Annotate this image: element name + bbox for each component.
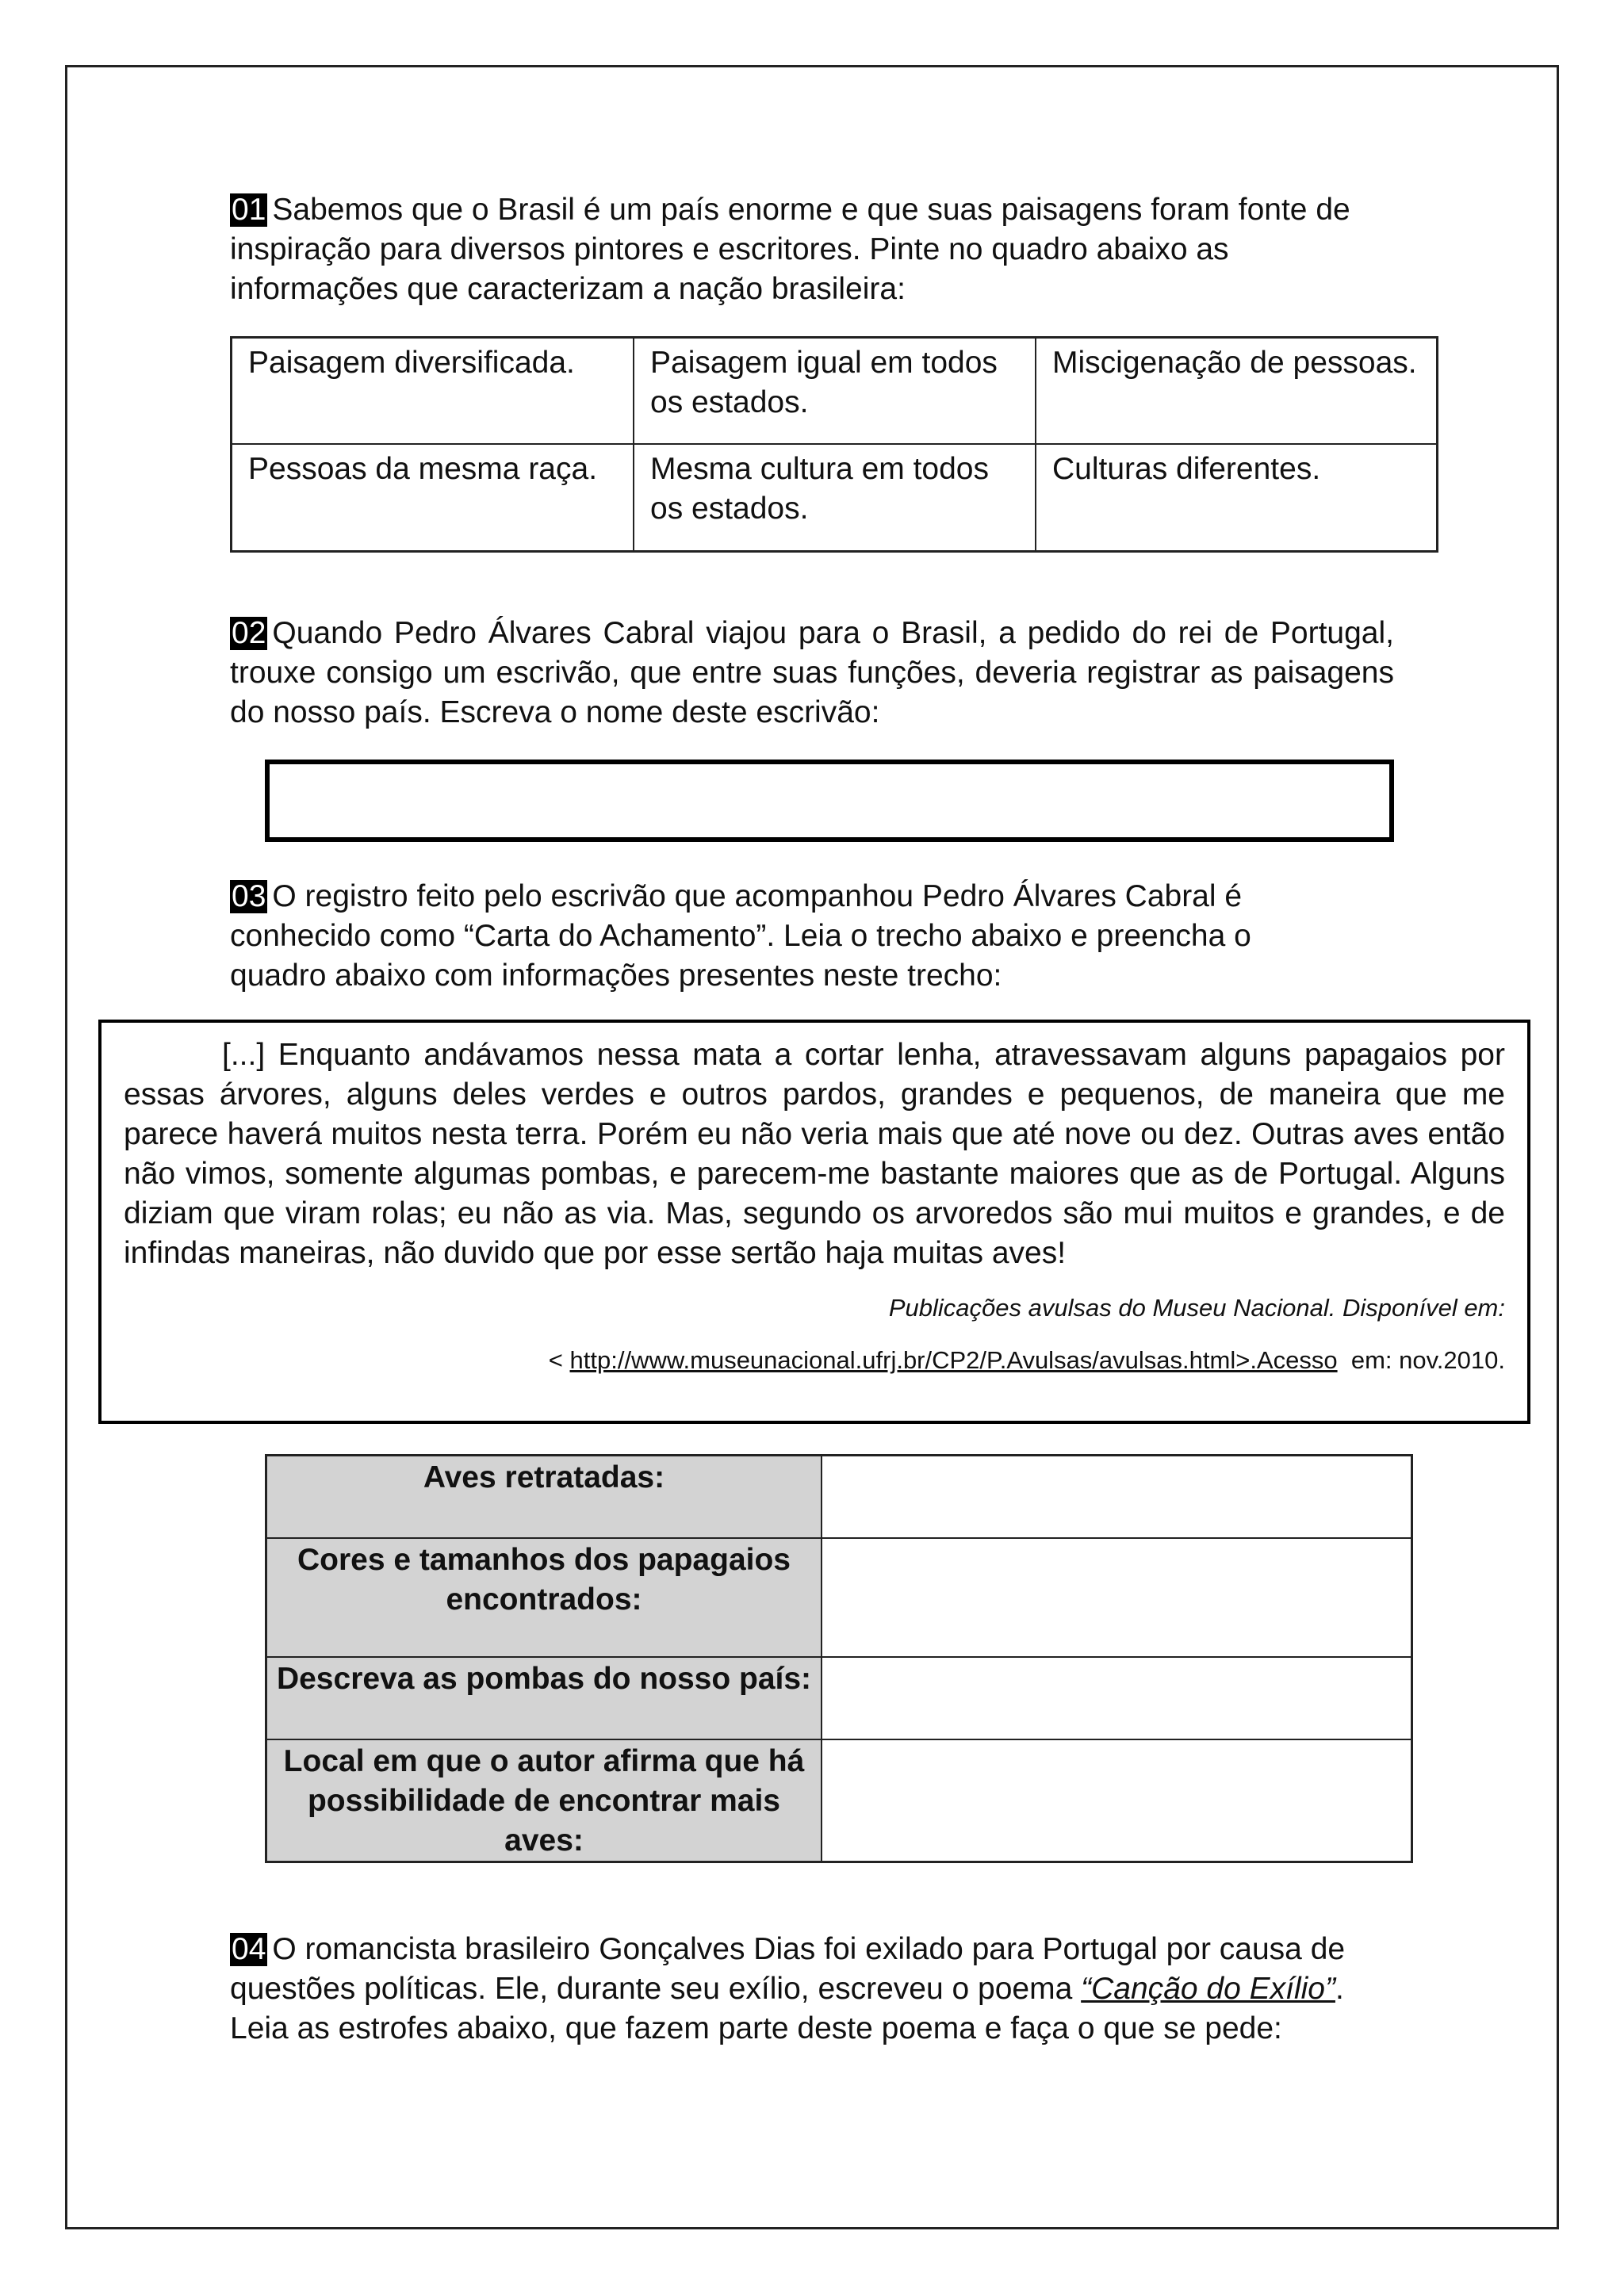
question-text: O registro feito pelo escrivão que acompanhou Pedro Álvares Cabral é conhecido como “Carta do Achamento”. Leia o trecho abaixo e preencha o quadro abaixo com informações presentes neste trecho: xyxy=(230,879,1251,993)
option-cell[interactable]: Mesma cultura em todos os estados. xyxy=(634,445,1036,551)
quote-box xyxy=(98,1020,1530,1424)
source-link-line xyxy=(124,1345,1505,1376)
source-access-date: em: nov.2010. xyxy=(1350,1346,1505,1374)
answer-cell[interactable] xyxy=(822,1740,1411,1861)
question-04 xyxy=(230,1930,1380,2049)
table-row xyxy=(267,1539,1411,1658)
question-number: 03 xyxy=(232,879,266,913)
answer-cell[interactable] xyxy=(822,1658,1411,1739)
question-number: 02 xyxy=(232,616,266,650)
row-label: Aves retratadas: xyxy=(267,1456,822,1537)
question-02 xyxy=(230,614,1394,733)
question-number: 01 xyxy=(232,193,266,227)
question-03 xyxy=(230,877,1356,996)
question-text: O romancista brasileiro Gonçalves Dias foi exilado para Portugal por causa de questões políticas. Ele, durante seu exílio, escreveu o poema xyxy=(230,1932,1346,2006)
source-url[interactable]: http://www.museunacional.ufrj.br/CP2/P.Avulsas/avulsas.html>.Acesso xyxy=(569,1346,1338,1374)
question-text: Sabemos que o Brasil é um país enorme e que suas paisagens foram fonte de inspiração para diversos pintores e escritores. Pinte no quadro abaixo as informações que caracterizam a nação brasileira: xyxy=(230,193,1350,306)
characteristics-table xyxy=(230,336,1438,553)
option-cell[interactable]: Culturas diferentes. xyxy=(1052,451,1321,486)
answer-cell[interactable] xyxy=(822,1539,1411,1656)
answer-cell[interactable] xyxy=(822,1456,1411,1537)
row-label: Descreva as pombas do nosso país: xyxy=(267,1658,822,1739)
table-row xyxy=(267,1740,1411,1861)
letter-excerpt: [...] Enquanto andávamos nessa mata a cortar lenha, atravessavam alguns papagaios por essas árvores, alguns deles verdes e outros pardos, grandes e pequenos, de maneira que me parece haverá muitos nesta terra. Porém eu não veria mais que até nove ou dez. Outras aves então não vimos, somente algumas pombas, e parecem-me bastante maiores que as de Portugal. Alguns diziam que viram rolas; eu não as via. Mas, segundo os arvoredos são mui muitos e grandes, e de infindas maneiras, não duvido que por esse sertão haja muitas aves! xyxy=(124,1038,1505,1270)
question-text: Quando Pedro Álvares Cabral viajou para o Brasil, a pedido do rei de Portugal, trouxe consigo um escrivão, que entre suas funções, deveria registrar as paisagens do nosso país. Escreva o nome deste escrivão: xyxy=(230,616,1394,729)
question-number: 04 xyxy=(232,1932,266,1966)
question-text-end: . Leia as estrofes abaixo, que fazem parte deste poema e faça o que se pede: xyxy=(230,1972,1344,2045)
row-label: Cores e tamanhos dos papagaios encontrados: xyxy=(267,1539,822,1656)
option-cell[interactable]: Pessoas da mesma raça. xyxy=(232,445,634,551)
scribe-name-answer-box[interactable] xyxy=(265,760,1394,842)
table-row xyxy=(267,1658,1411,1740)
source-prefix: < xyxy=(548,1346,563,1374)
poem-title: “Canção do Exílio” xyxy=(1081,1972,1335,2006)
option-cell[interactable]: Paisagem igual em todos os estados. xyxy=(634,339,1036,445)
source-citation: Publicações avulsas do Museu Nacional. Disponível em: xyxy=(888,1294,1505,1322)
option-cell[interactable]: Paisagem diversificada. xyxy=(232,339,634,445)
birds-table xyxy=(265,1454,1413,1863)
question-01 xyxy=(230,190,1388,309)
option-cell[interactable]: Miscigenação de pessoas. xyxy=(1036,339,1436,445)
table-row xyxy=(267,1456,1411,1539)
row-label: Local em que o autor afirma que há possibilidade de encontrar mais aves: xyxy=(267,1740,822,1861)
